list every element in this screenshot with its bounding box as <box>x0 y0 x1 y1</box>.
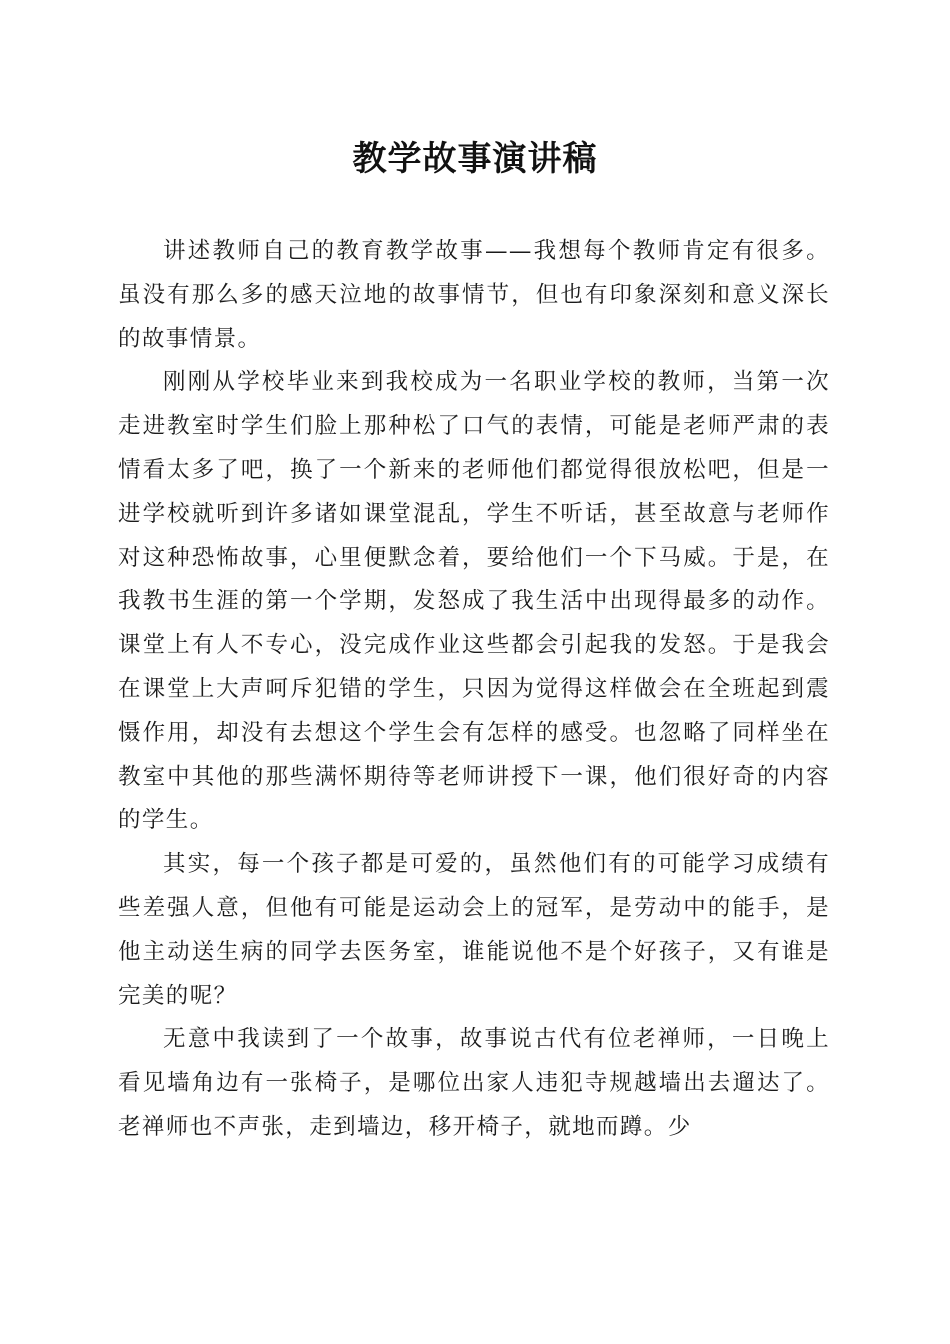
paragraph-1: 讲述教师自己的教育教学故事——我想每个教师肯定有很多。虽没有那么多的感天泣地的故事情节，但也有印象深刻和意义深长的故事情景。 <box>118 238 830 352</box>
document-body <box>118 230 830 1150</box>
paragraph-2: 刚刚从学校毕业来到我校成为一名职业学校的教师，当第一次走进教室时学生们脸上那种松了口气的表情，可能是老师严肃的表情看太多了吧，换了一个新来的老师他们都觉得很放松吧，但是一进学校就听到许多诸如课堂混乱，学生不听话，甚至故意与老师作对这种恐怖故事，心里便默念着，要给他们一个下马威。于是，在我教书生涯的第一个学期，发怒成了我生活中出现得最多的动作。课堂上有人不专心，没完成作业这些都会引起我的发怒。于是我会在课堂上大声呵斥犯错的学生，只因为觉得这样做会在全班起到震慑作用，却没有去想这个学生会有怎样的感受。也忽略了同样坐在教室中其他的那些满怀期待等老师讲授下一课，他们很好奇的内容的学生。 <box>118 369 830 834</box>
document-title: 教学故事演讲稿 <box>352 139 598 179</box>
paragraph-4: 无意中我读到了一个故事，故事说古代有位老禅师，一日晚上看见墙角边有一张椅子，是哪位出家人违犯寺规越墙出去遛达了。老禅师也不声张，走到墙边，移开椅子，就地而蹲。少 <box>118 1026 830 1140</box>
paragraph-3: 其实，每一个孩子都是可爱的，虽然他们有的可能学习成绩有些差强人意，但他有可能是运动会上的冠军，是劳动中的能手，是他主动送生病的同学去医务室，谁能说他不是个好孩子，又有谁是完美的呢？ <box>118 851 830 1009</box>
